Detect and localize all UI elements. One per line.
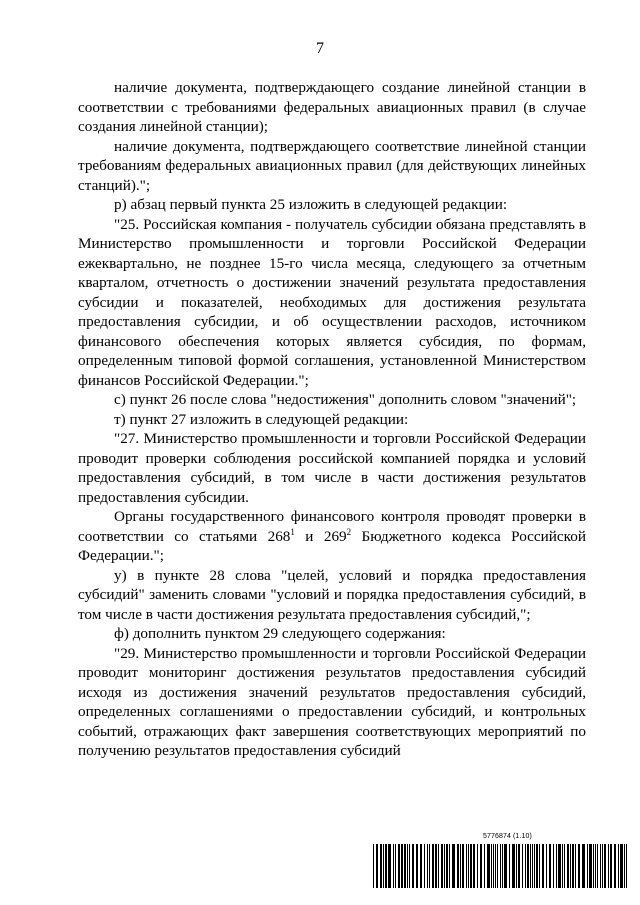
paragraph: у) в пункте 28 слова "целей, условий и порядка предоставления субсидий" заменить словами "условий и порядка предоставления субсидий, в том числе в части достижения результата предоставления субсидий,"; xyxy=(78,566,586,623)
control-text-middle: и 269 xyxy=(294,527,347,545)
paragraph: "27. Министерство промышленности и торговли Российской Федерации проводит проверки соблюдения российской компанией порядка и условий предоставления субсидий, в том числе в части достижения результатов предоставления субсидии. xyxy=(78,430,586,506)
page-number: 7 xyxy=(316,40,324,57)
barcode-image xyxy=(373,844,629,888)
paragraph: "29. Министерство промышленности и торговли Российской Федерации проводит мониторинг достижения результатов предоставления субсидий исходя из достижения значений результатов предоставления субсидий, определенных соглашениями о предоставлении субсидий, и контрольных событий, отражающих факт завершения соответствующих мероприятий по получению результатов предоставления субсидий xyxy=(78,644,586,759)
barcode-label: 5776874 (1.10) xyxy=(483,833,532,840)
barcode-block xyxy=(373,832,629,890)
paragraph: ф) дополнить пунктом 29 следующего содержания: xyxy=(114,625,446,642)
article-superscript: 1 xyxy=(290,526,295,537)
document-body xyxy=(78,78,586,761)
paragraph: "25. Российская компания - получатель субсидии обязана представлять в Министерство промышленности и торговли Российской Федерации ежеквартально, не позднее 15-го числа месяца, следующего за отчетным кварталом, отчетность о достижении значений результата предоставления субсидии и показателей, необходимых для достижения результата предоставления субсидии, и об осуществлении расходов, источником финансового обеспечения которых является субсидия, по формам, определенным типовой формой соглашения, установленной Министерством финансов Российской Федерации."; xyxy=(78,215,586,389)
article-superscript: 2 xyxy=(346,526,352,537)
paragraph: наличие документа, подтверждающего создание линейной станции в соответствии с требованиями федеральных авиационных правил (в случае создания линейной станции); xyxy=(78,79,586,135)
paragraph: наличие документа, подтверждающего соответствие линейной станции требованиям федеральных авиационных правил (для действующих линейных станций)."; xyxy=(78,137,586,194)
control-text-after: Бюджетного кодекса Российской Федерации."; xyxy=(78,527,586,564)
control-text-before: Органы государственного финансового контроля проводят проверки в соответствии со статьями 268 xyxy=(78,508,586,545)
paragraph: т) пункт 27 изложить в следующей редакции: xyxy=(114,410,409,428)
paragraph: с) пункт 26 после слова "недостижения" дополнить словом "значений"; xyxy=(114,391,577,408)
paragraph: р) абзац первый пункта 25 изложить в следующей редакции: xyxy=(114,196,508,213)
paragraph-control-bodies xyxy=(78,507,586,566)
